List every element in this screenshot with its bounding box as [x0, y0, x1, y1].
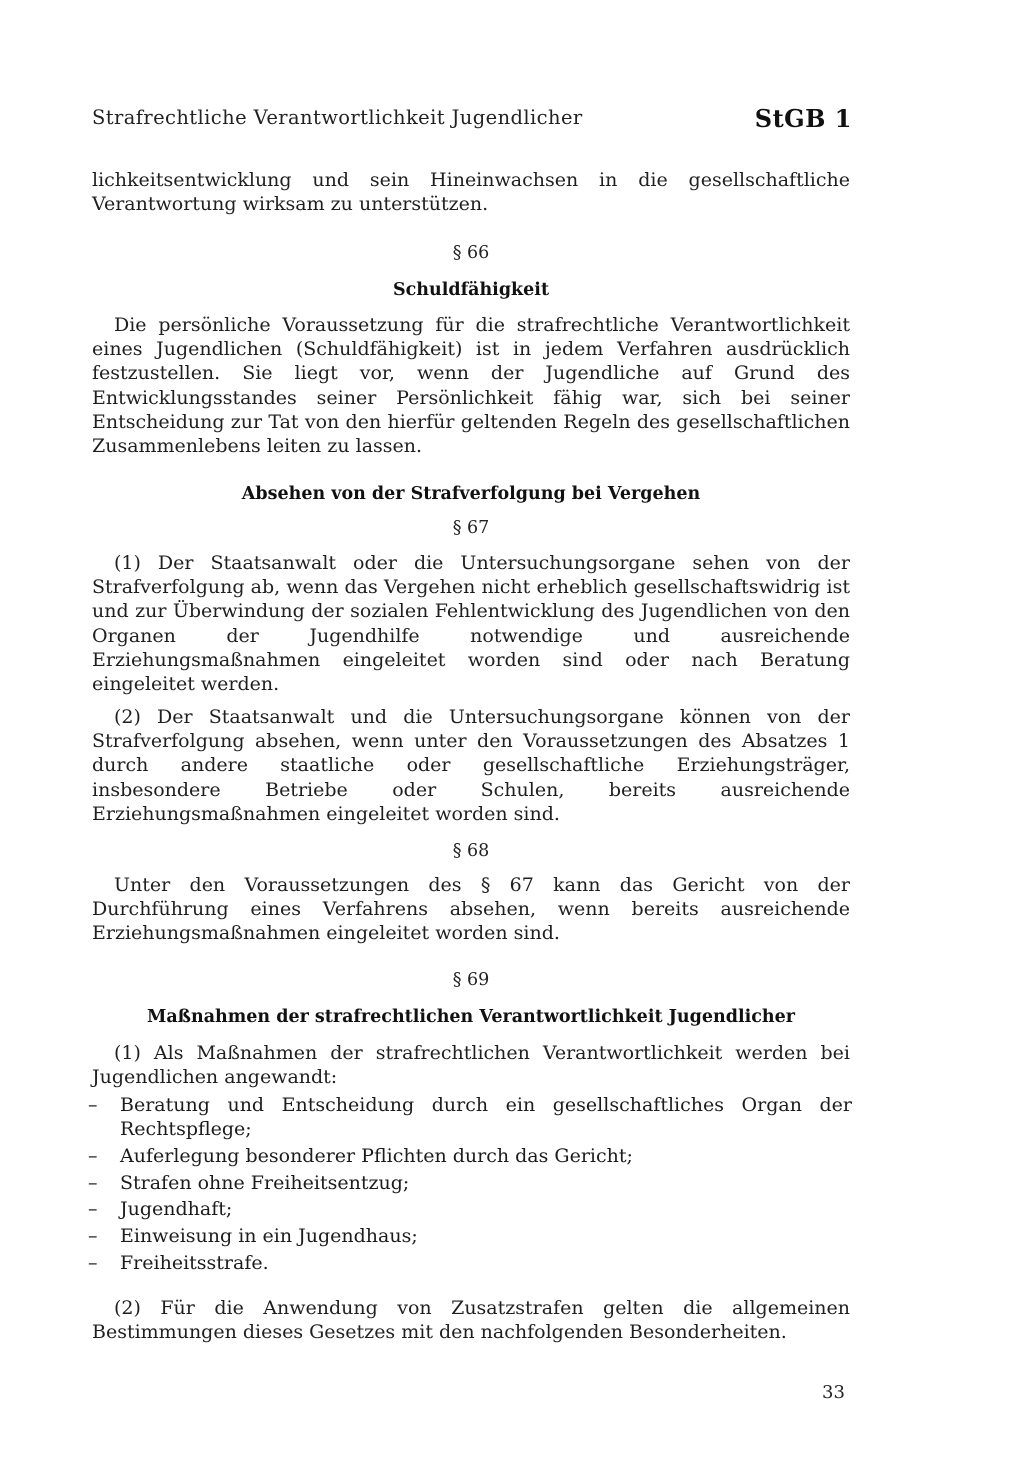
- list-item-text: Freiheitsstrafe.: [120, 1251, 269, 1274]
- list-item: [88, 1093, 852, 1141]
- running-header-code: StGB 1: [754, 104, 852, 133]
- list-item: [88, 1144, 852, 1168]
- list-item: [88, 1197, 852, 1221]
- running-header-title: Strafrechtliche Verantwortlichkeit Jugendlicher: [92, 106, 583, 129]
- list-item-text: Jugendhaft;: [120, 1198, 233, 1221]
- section-67-paragraph-1: (1) Der Staatsanwalt oder die Untersuchungsorgane sehen von der Strafverfolgung ab, wenn das Vergehen nicht erheblich gesellschaftswidrig ist und zur Überwindung der sozialen Fehlentwicklung des Jugendlichen von den Organen der Jugendhilfe notwendige und ausreichende Erziehungsmaßnahmen eingeleitet worden sind oder nach Beratung eingeleitet werden.: [92, 552, 850, 696]
- list-item-text: Auferlegung besonderer Pflichten durch das Gericht;: [120, 1144, 633, 1167]
- list-item: [88, 1171, 852, 1195]
- list-item-text: Strafen ohne Freiheitsentzug;: [120, 1171, 410, 1194]
- section-68-text: Unter den Voraussetzungen des § 67 kann das Gericht von der Durchführung eines Verfahrens absehen, wenn bereits ausreichende Erziehungsmaßnahmen eingeleitet worden sind.: [92, 874, 850, 945]
- section-67-paragraph-2: (2) Der Staatsanwalt und die Untersuchungsorgane können von der Strafverfolgung absehen, wenn unter den Voraussetzungen des Absatzes 1 durch andere staatliche oder gesellschaftliche Erziehungsträger, insbesondere Betriebe oder Schulen, bereits ausreichende Erziehungsmaßnahmen eingeleitet worden sind.: [92, 706, 850, 825]
- list-item: [88, 1224, 852, 1248]
- list-item: [88, 1251, 852, 1275]
- section-66-number: § 66: [452, 243, 490, 263]
- dash-marker: –: [88, 1144, 98, 1167]
- section-68-number: § 68: [452, 841, 490, 861]
- list-item-text: Einweisung in ein Jugendhaus;: [120, 1225, 418, 1248]
- dash-marker: –: [88, 1171, 98, 1194]
- section-69-title: Maßnahmen der strafrechtlichen Verantwortlichkeit Jugendlicher: [146, 1007, 796, 1027]
- section-69-paragraph-1: (1) Als Maßnahmen der strafrechtlichen Verantwortlichkeit werden bei Jugendlichen angewandt:: [92, 1042, 850, 1089]
- section-67-heading: Absehen von der Strafverfolgung bei Vergehen: [241, 484, 701, 504]
- list-item-text: Beratung und Entscheidung durch ein gesellschaftliches Organ der Rechtspflege;: [120, 1094, 852, 1141]
- dash-marker: –: [88, 1251, 98, 1274]
- page-number: 33: [822, 1382, 845, 1403]
- section-69-paragraph-2: (2) Für die Anwendung von Zusatzstrafen gelten die allgemeinen Bestimmungen dieses Gesetzes mit den nachfolgenden Besonderheiten.: [92, 1297, 850, 1344]
- dash-marker: –: [88, 1094, 98, 1116]
- section-67-number: § 67: [452, 518, 490, 538]
- section-66-text: Die persönliche Voraussetzung für die strafrechtliche Verantwortlichkeit eines Jugendlichen (Schuldfähigkeit) ist in jedem Verfahren ausdrücklich festzustellen. Sie liegt vor, wenn der Jugendliche auf Grund des Entwicklungsstandes seiner Persönlichkeit fähig war, sich bei seiner Entscheidung zur Tat von den hierfür geltenden Regeln des gesellschaftlichen Zusammenlebens leiten zu lassen.: [92, 314, 850, 458]
- section-69-number: § 69: [452, 970, 490, 990]
- dash-marker: –: [88, 1225, 98, 1248]
- section-66-title: Schuldfähigkeit: [392, 280, 550, 300]
- continuation-paragraph: lichkeitsentwicklung und sein Hineinwachsen in die gesellschaftliche Verantwortung wirksam zu unterstützen.: [92, 169, 850, 216]
- dash-marker: –: [88, 1198, 98, 1221]
- measures-list: [88, 1093, 852, 1277]
